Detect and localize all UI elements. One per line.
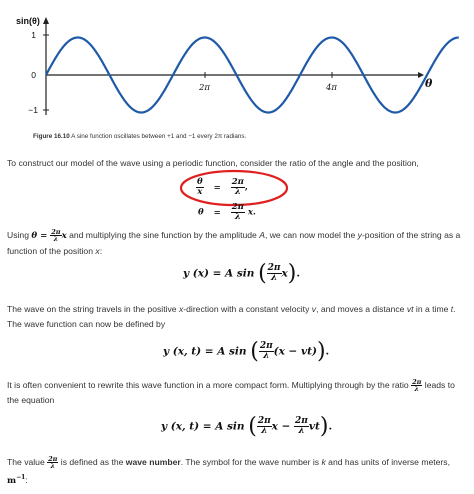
paragraph-wave-travel: The wave on the string travels in the positive x-direction with a constant velocity v, and moves a distance vt in a time t. The wave function can now be defined by <box>7 304 456 329</box>
paragraph-compact-form: It is often convenient to rewrite this wave function in a more compact form. Multiplying through by the ratio $\frac{2\pi}{\lambda}$ leads to the equation <box>7 377 455 405</box>
y-axis-label: sin(θ) <box>16 16 40 26</box>
paragraph-ratio-text: To construct our model of the wave using a periodic function, consider the ratio of the angle and the position, <box>7 158 419 168</box>
x-tick-label-4pi: 4π <box>326 83 337 93</box>
wave-number-term: wave number <box>125 457 181 467</box>
figure-caption <box>33 133 246 140</box>
theta-over-x: $\frac{\theta}{x}$ <box>197 177 203 197</box>
equation-y-of-x: y (x) = A sin ( $\frac{2\pi}{\lambda}$ x). <box>183 261 301 286</box>
caption-text: A sine function oscillates between +1 and −1 every 2π radians. <box>71 133 247 140</box>
two-pi-over-lambda: $\frac{2\pi}{\lambda}$ <box>231 177 244 197</box>
y-axis-arrow <box>43 17 49 24</box>
equation-ratio: $\frac{\theta}{x}$ = $\frac{2\pi}{\lambda}$ , <box>197 177 248 197</box>
equation-expanded: y (x, t) = A sin ( $\frac{2\pi}{\lambda}$ x − $\frac{2\pi}{\lambda}$ vt). <box>161 414 333 439</box>
x-axis-label: θ <box>425 77 433 90</box>
x-axis-arrow <box>418 72 424 78</box>
equation-theta: θ = $\frac{2\pi}{\lambda}$ x. <box>198 202 256 222</box>
paragraph-wave-number: The value $\frac{2\pi}{\lambda}$ is defined as the wave number. The symbol for the wave number is k and has units of inverse meters, $m^{-1}$: <box>7 454 450 486</box>
y-tick-label-0: 0 <box>31 70 36 80</box>
y-tick-label-1: 1 <box>31 30 36 40</box>
two-pi-over-lambda-2: $\frac{2\pi}{\lambda}$ <box>231 202 244 222</box>
x-tick-label-2pi: 2π <box>199 83 210 93</box>
sine-wave-figure <box>0 0 474 150</box>
y-tick-label-minus-1: −1 <box>28 105 38 115</box>
paragraph-using-theta: Using θ = $\frac{2\pi}{\lambda}$ x and multiplying the sine function by the amplitude A, we can now model the y-position of the string as a function of the position x: <box>7 227 461 256</box>
caption-label: Figure 16.10 <box>33 133 70 140</box>
equation-y-of-x-t: y (x, t) = A sin ( $\frac{2\pi}{\lambda}$ (x − vt)). <box>163 339 330 364</box>
